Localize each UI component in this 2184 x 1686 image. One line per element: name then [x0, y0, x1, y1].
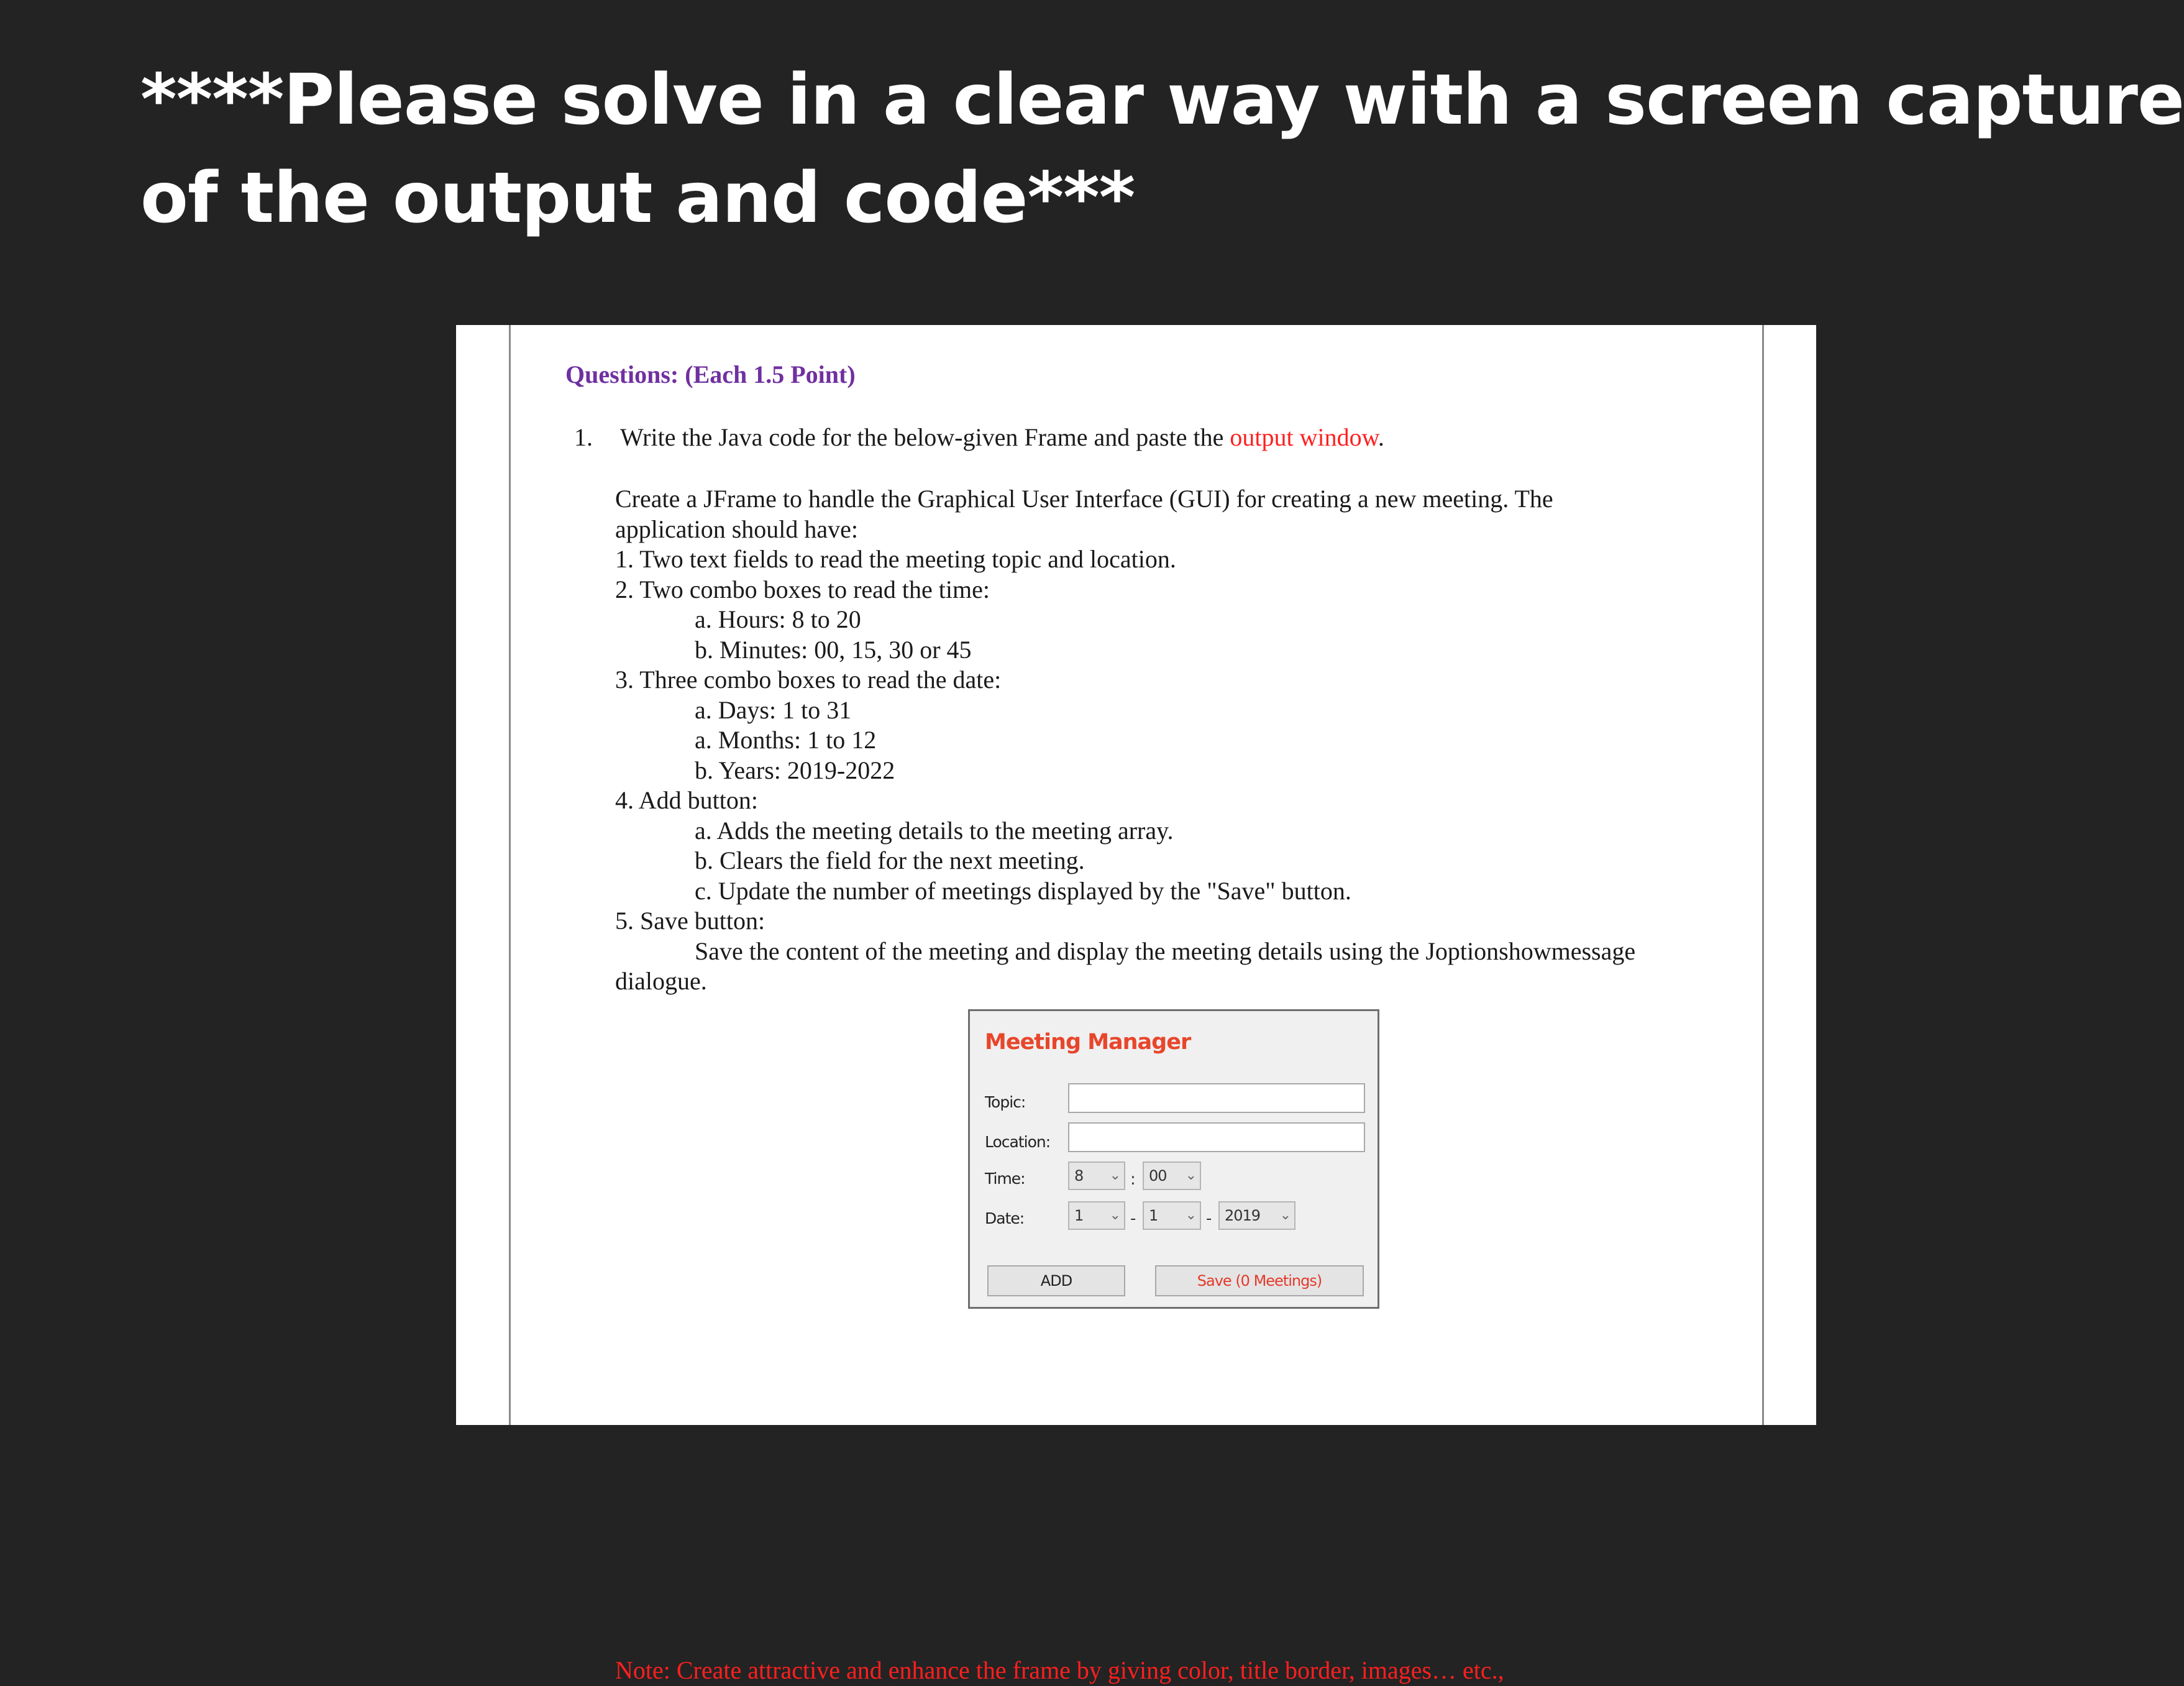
save-button[interactable]: Save (0 Meetings) — [1155, 1265, 1364, 1296]
req-subline: a. Adds the meeting details to the meeting array. — [695, 816, 1174, 845]
req-subline: b. Minutes: 00, 15, 30 or 45 — [695, 635, 972, 664]
question-end: . — [1378, 423, 1384, 451]
chevron-down-icon: ⌄ — [1185, 1168, 1196, 1183]
date-separator: - — [1206, 1209, 1212, 1228]
question-heading — [140, 51, 2184, 247]
location-label: Location: — [985, 1133, 1051, 1151]
req-subline: a. Hours: 8 to 20 — [695, 605, 861, 633]
date-label: Date: — [985, 1209, 1025, 1227]
req-subline: Save the content of the meeting and display the meeting details using the Joptionshowmessage — [695, 937, 1636, 965]
day-combo[interactable] — [1068, 1201, 1125, 1230]
year-value: 2019 — [1225, 1207, 1261, 1224]
left-margin-line — [509, 325, 511, 1425]
req-line: dialogue. — [615, 967, 707, 995]
req-line: 5. Save button: — [615, 907, 765, 935]
req-subline: b. Years: 2019-2022 — [695, 756, 895, 784]
req-subline: a. Days: 1 to 31 — [695, 695, 852, 724]
time-separator: : — [1130, 1170, 1136, 1189]
year-combo[interactable] — [1218, 1201, 1295, 1230]
requirements-list — [615, 484, 1783, 997]
chevron-down-icon: ⌄ — [1279, 1207, 1291, 1223]
note-text: Note: Create attractive and enhance the frame by giving color, title border, images… etc., — [615, 1656, 1504, 1684]
req-line: Create a JFrame to handle the Graphical User Interface (GUI) for creating a new meeting. The — [615, 485, 1553, 513]
req-line: 3. Three combo boxes to read the date: — [615, 666, 1002, 694]
hour-combo[interactable] — [1068, 1161, 1125, 1190]
req-subline: b. Clears the field for the next meeting. — [695, 846, 1085, 874]
topic-input[interactable] — [1068, 1083, 1365, 1113]
req-subline: c. Update the number of meetings displayed by the "Save" button. — [695, 876, 1351, 905]
month-value: 1 — [1149, 1207, 1158, 1224]
heading-line-1: ****Please solve in a clear way with a screen capture — [140, 60, 2184, 140]
date-separator: - — [1130, 1209, 1136, 1228]
req-line: application should have: — [615, 515, 859, 543]
time-label: Time: — [985, 1170, 1025, 1188]
month-combo[interactable] — [1143, 1201, 1201, 1230]
questions-header: Questions: (Each 1.5 Point) — [565, 360, 856, 388]
req-line: 4. Add button: — [615, 786, 759, 814]
topic-label: Topic: — [985, 1093, 1026, 1111]
chevron-down-icon: ⌄ — [1109, 1168, 1120, 1183]
output-window-text: output window — [1230, 423, 1378, 451]
req-line: 2. Two combo boxes to read the time: — [615, 575, 990, 603]
minute-value: 00 — [1149, 1167, 1167, 1184]
question-number: 1. — [574, 423, 593, 451]
meeting-manager-frame — [968, 1009, 1379, 1309]
location-input[interactable] — [1068, 1122, 1365, 1152]
minute-combo[interactable] — [1143, 1161, 1201, 1190]
hour-value: 8 — [1074, 1167, 1084, 1184]
chevron-down-icon: ⌄ — [1185, 1207, 1196, 1223]
question-1 — [574, 423, 1384, 453]
add-button[interactable]: ADD — [987, 1265, 1125, 1296]
heading-line-2: of the output and code*** — [140, 158, 1135, 239]
meeting-manager-title: Meeting Manager — [985, 1030, 1191, 1055]
req-subline: a. Months: 1 to 12 — [695, 726, 877, 754]
question-text: Write the Java code for the below-given Frame and paste the — [620, 423, 1230, 451]
req-line: 1. Two text fields to read the meeting topic and location. — [615, 545, 1176, 573]
day-value: 1 — [1074, 1207, 1084, 1224]
document-image — [456, 325, 1816, 1684]
chevron-down-icon: ⌄ — [1109, 1207, 1120, 1223]
